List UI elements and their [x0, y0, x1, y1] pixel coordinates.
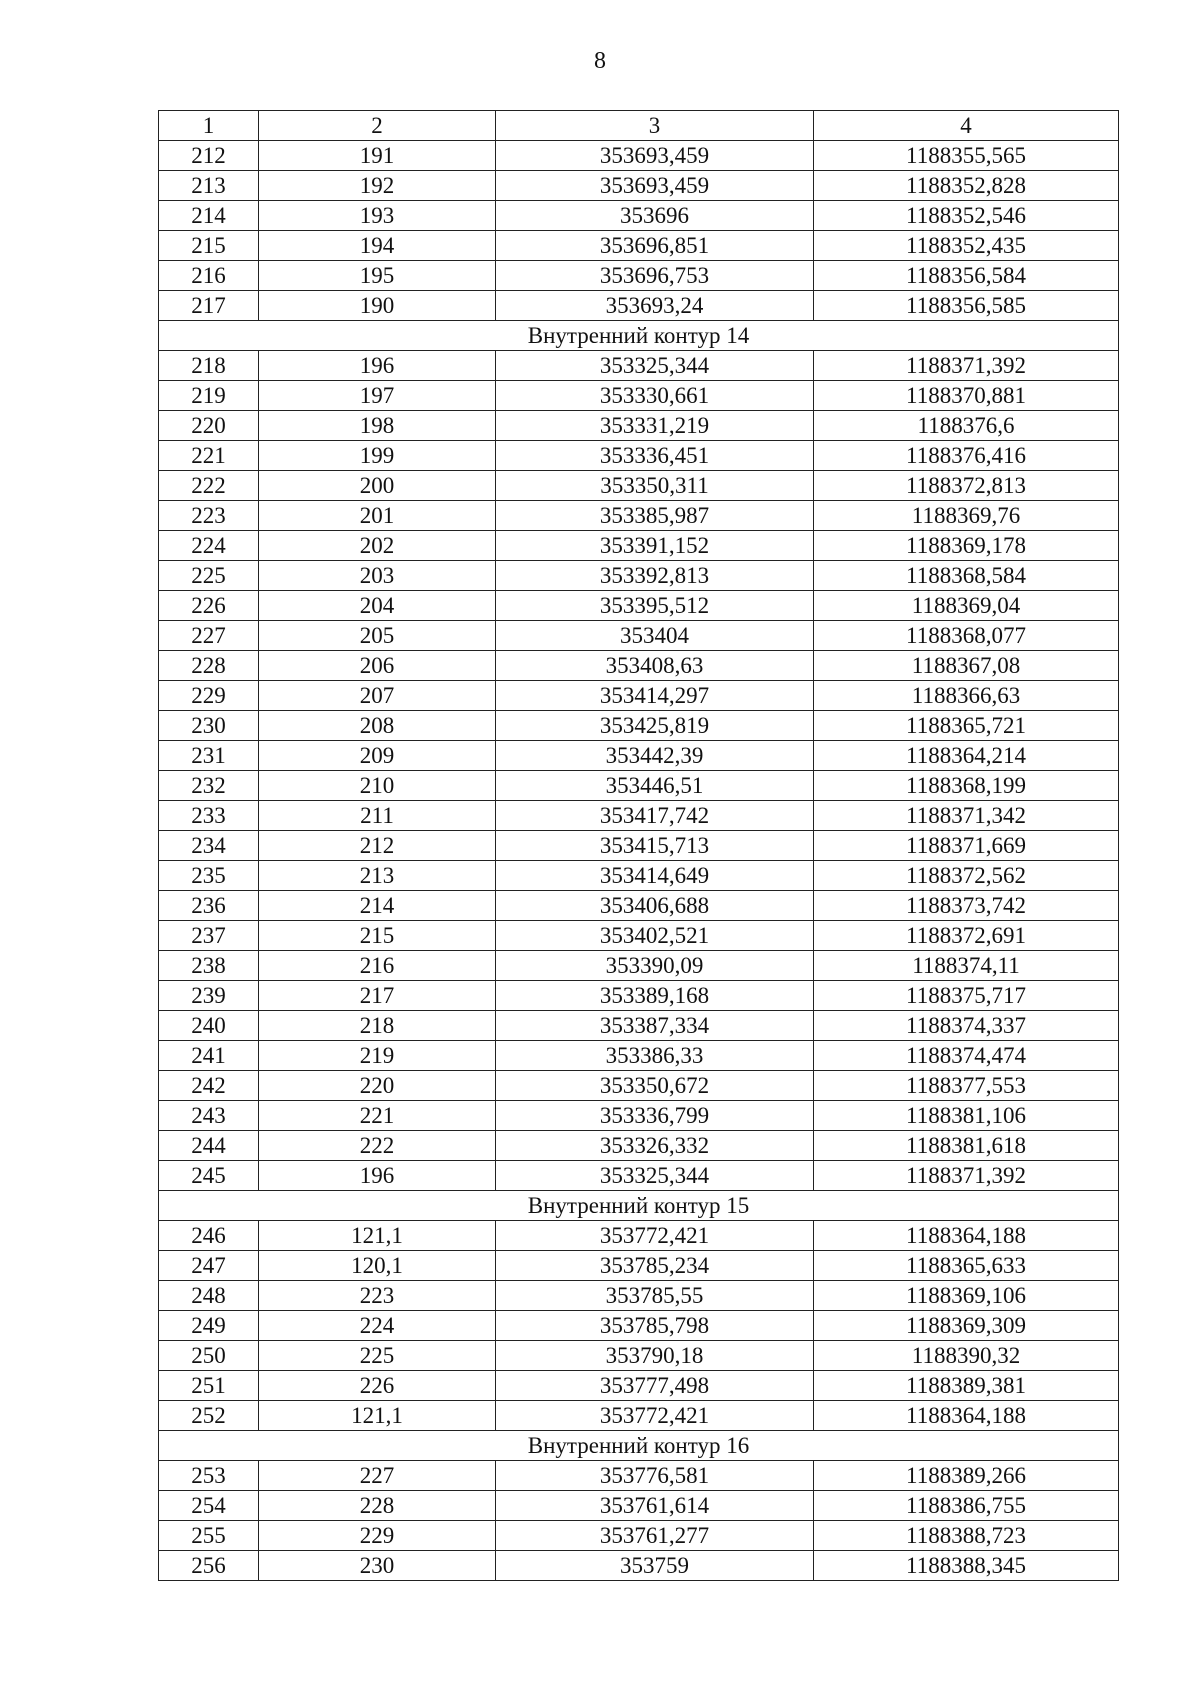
- table-row: [159, 651, 1119, 681]
- table-cell: 230: [259, 1551, 496, 1581]
- table-row: [159, 441, 1119, 471]
- table-cell: 248: [159, 1281, 259, 1311]
- table-cell: 353415,713: [496, 831, 814, 861]
- table-cell: 243: [159, 1101, 259, 1131]
- table-row: [159, 1401, 1119, 1431]
- table-cell: 353414,649: [496, 861, 814, 891]
- table-cell: 353693,24: [496, 291, 814, 321]
- table-cell: 353350,311: [496, 471, 814, 501]
- table-row: [159, 1521, 1119, 1551]
- table-row: [159, 1101, 1119, 1131]
- table-cell: 353761,614: [496, 1491, 814, 1521]
- table-cell: 208: [259, 711, 496, 741]
- table-cell: 1188389,266: [814, 1461, 1119, 1491]
- table-cell: 353417,742: [496, 801, 814, 831]
- table-cell: 234: [159, 831, 259, 861]
- table-cell: 253: [159, 1461, 259, 1491]
- table-cell: 353402,521: [496, 921, 814, 951]
- table-row: [159, 291, 1119, 321]
- table-cell: 211: [259, 801, 496, 831]
- table-row: [159, 771, 1119, 801]
- table-row: [159, 1341, 1119, 1371]
- table-cell: 121,1: [259, 1221, 496, 1251]
- table-cell: 1188386,755: [814, 1491, 1119, 1521]
- table-cell: 216: [259, 951, 496, 981]
- table-cell: 353385,987: [496, 501, 814, 531]
- table-cell: 219: [259, 1041, 496, 1071]
- table-cell: 209: [259, 741, 496, 771]
- table-row: [159, 981, 1119, 1011]
- table-row: [159, 1161, 1119, 1191]
- table-cell: 233: [159, 801, 259, 831]
- table-row: [159, 621, 1119, 651]
- table-cell: 353693,459: [496, 141, 814, 171]
- table-cell: 353414,297: [496, 681, 814, 711]
- table-cell: 1188370,881: [814, 381, 1119, 411]
- table-cell: 236: [159, 891, 259, 921]
- table-cell: 222: [159, 471, 259, 501]
- table-row: [159, 261, 1119, 291]
- table-cell: 232: [159, 771, 259, 801]
- table-cell: 252: [159, 1401, 259, 1431]
- table-cell: 1188356,584: [814, 261, 1119, 291]
- table-row: [159, 141, 1119, 171]
- table-cell: 353759: [496, 1551, 814, 1581]
- table-cell: 1188372,813: [814, 471, 1119, 501]
- table-cell: 1188352,435: [814, 231, 1119, 261]
- table-cell: 1188369,04: [814, 591, 1119, 621]
- table-row: [159, 381, 1119, 411]
- table-row: [159, 1311, 1119, 1341]
- table-cell: 353696,851: [496, 231, 814, 261]
- table-cell: 1188371,669: [814, 831, 1119, 861]
- table-cell: 242: [159, 1071, 259, 1101]
- table-cell: 353408,63: [496, 651, 814, 681]
- table-cell: 190: [259, 291, 496, 321]
- table-row: [159, 591, 1119, 621]
- table-row: [159, 351, 1119, 381]
- table-cell: 353772,421: [496, 1401, 814, 1431]
- table-cell: 1188367,08: [814, 651, 1119, 681]
- section-title: Внутренний контур 16: [159, 1431, 1119, 1461]
- table-cell: 244: [159, 1131, 259, 1161]
- table-cell: 196: [259, 1161, 496, 1191]
- table-cell: 229: [259, 1521, 496, 1551]
- table-cell: 353442,39: [496, 741, 814, 771]
- table-cell: 220: [259, 1071, 496, 1101]
- table-cell: 353785,234: [496, 1251, 814, 1281]
- table-cell: 191: [259, 141, 496, 171]
- table-cell: 245: [159, 1161, 259, 1191]
- table-cell: 353392,813: [496, 561, 814, 591]
- table-cell: 218: [159, 351, 259, 381]
- table-cell: 196: [259, 351, 496, 381]
- table-cell: 238: [159, 951, 259, 981]
- table-cell: 223: [159, 501, 259, 531]
- table-cell: 240: [159, 1011, 259, 1041]
- table-cell: 226: [159, 591, 259, 621]
- table-cell: 1188374,337: [814, 1011, 1119, 1041]
- table-cell: 353386,33: [496, 1041, 814, 1071]
- table-cell: 192: [259, 171, 496, 201]
- table-cell: 353425,819: [496, 711, 814, 741]
- table-cell: 200: [259, 471, 496, 501]
- table-cell: 1188381,106: [814, 1101, 1119, 1131]
- table-cell: 353693,459: [496, 171, 814, 201]
- table-cell: 227: [259, 1461, 496, 1491]
- table-cell: 1188375,717: [814, 981, 1119, 1011]
- table-cell: 353777,498: [496, 1371, 814, 1401]
- table-cell: 206: [259, 651, 496, 681]
- table-cell: 353336,451: [496, 441, 814, 471]
- table-cell: 255: [159, 1521, 259, 1551]
- page-number: 8: [594, 48, 606, 74]
- table-row: [159, 741, 1119, 771]
- table-cell: 1188355,565: [814, 141, 1119, 171]
- table-cell: 353336,799: [496, 1101, 814, 1131]
- table-cell: 198: [259, 411, 496, 441]
- table-cell: 1188381,618: [814, 1131, 1119, 1161]
- table-row: [159, 711, 1119, 741]
- table-cell: 353395,512: [496, 591, 814, 621]
- table-row: [159, 171, 1119, 201]
- table-cell: 237: [159, 921, 259, 951]
- table-cell: 199: [259, 441, 496, 471]
- table-cell: 220: [159, 411, 259, 441]
- table-row: [159, 501, 1119, 531]
- table-cell: 353696: [496, 201, 814, 231]
- table-cell: 212: [259, 831, 496, 861]
- table-cell: 224: [159, 531, 259, 561]
- table-row: [159, 921, 1119, 951]
- table-cell: 353325,344: [496, 1161, 814, 1191]
- table-cell: 1188376,6: [814, 411, 1119, 441]
- table-cell: 353331,219: [496, 411, 814, 441]
- table-cell: 197: [259, 381, 496, 411]
- table-cell: 1188368,199: [814, 771, 1119, 801]
- table-cell: 246: [159, 1221, 259, 1251]
- table-cell: 221: [259, 1101, 496, 1131]
- table-cell: 1188356,585: [814, 291, 1119, 321]
- table-cell: 1188372,562: [814, 861, 1119, 891]
- table-cell: 353785,55: [496, 1281, 814, 1311]
- table-cell: 1188352,546: [814, 201, 1119, 231]
- table-cell: 1188374,11: [814, 951, 1119, 981]
- table-row: [159, 411, 1119, 441]
- table-cell: 225: [159, 561, 259, 591]
- table-cell: 225: [259, 1341, 496, 1371]
- table-row: [159, 1371, 1119, 1401]
- table-cell: 204: [259, 591, 496, 621]
- table-cell: 250: [159, 1341, 259, 1371]
- table-cell: 1188372,691: [814, 921, 1119, 951]
- section-title: Внутренний контур 14: [159, 321, 1119, 351]
- table-cell: 1188376,416: [814, 441, 1119, 471]
- table-cell: 1188377,553: [814, 1071, 1119, 1101]
- table-cell: 1188365,721: [814, 711, 1119, 741]
- table-cell: 353761,277: [496, 1521, 814, 1551]
- table-cell: 1188388,723: [814, 1521, 1119, 1551]
- table-cell: 210: [259, 771, 496, 801]
- table-row: [159, 1041, 1119, 1071]
- table-cell: 193: [259, 201, 496, 231]
- table-cell: 216: [159, 261, 259, 291]
- table-row: [159, 1131, 1119, 1161]
- table-cell: 1188364,188: [814, 1401, 1119, 1431]
- table-cell: 214: [259, 891, 496, 921]
- table-cell: 212: [159, 141, 259, 171]
- table-cell: 213: [159, 171, 259, 201]
- table-cell: 224: [259, 1311, 496, 1341]
- table-cell: 353350,672: [496, 1071, 814, 1101]
- table-cell: 1188352,828: [814, 171, 1119, 201]
- table-cell: 217: [159, 291, 259, 321]
- table-cell: 353391,152: [496, 531, 814, 561]
- table-row: [159, 201, 1119, 231]
- table-cell: 228: [259, 1491, 496, 1521]
- table-cell: 353387,334: [496, 1011, 814, 1041]
- table-cell: 1188364,214: [814, 741, 1119, 771]
- table-cell: 120,1: [259, 1251, 496, 1281]
- table-cell: 353389,168: [496, 981, 814, 1011]
- table-cell: 251: [159, 1371, 259, 1401]
- table-cell: 1188371,342: [814, 801, 1119, 831]
- table-cell: 215: [159, 231, 259, 261]
- table-row: [159, 231, 1119, 261]
- table-cell: 1188364,188: [814, 1221, 1119, 1251]
- table-cell: 353390,09: [496, 951, 814, 981]
- table-cell: 223: [259, 1281, 496, 1311]
- table-cell: 214: [159, 201, 259, 231]
- coordinates-table: [158, 110, 1119, 1581]
- header-cell: 1: [159, 111, 259, 141]
- table-cell: 207: [259, 681, 496, 711]
- table-cell: 226: [259, 1371, 496, 1401]
- section-header-row: [159, 1431, 1119, 1461]
- table-cell: 205: [259, 621, 496, 651]
- table-cell: 1188388,345: [814, 1551, 1119, 1581]
- table-cell: 1188365,633: [814, 1251, 1119, 1281]
- section-header-row: [159, 1191, 1119, 1221]
- table-cell: 121,1: [259, 1401, 496, 1431]
- table-cell: 353696,753: [496, 261, 814, 291]
- table-cell: 353406,688: [496, 891, 814, 921]
- table-cell: 1188366,63: [814, 681, 1119, 711]
- table-cell: 229: [159, 681, 259, 711]
- table-cell: 249: [159, 1311, 259, 1341]
- table-row: [159, 681, 1119, 711]
- table-cell: 239: [159, 981, 259, 1011]
- table-cell: 235: [159, 861, 259, 891]
- table-cell: 230: [159, 711, 259, 741]
- table-cell: 353325,344: [496, 351, 814, 381]
- table-row: [159, 1011, 1119, 1041]
- table-cell: 201: [259, 501, 496, 531]
- table-cell: 1188369,106: [814, 1281, 1119, 1311]
- table-cell: 1188371,392: [814, 1161, 1119, 1191]
- coordinates-table-body: [159, 111, 1119, 1581]
- table-cell: 1188389,381: [814, 1371, 1119, 1401]
- table-cell: 228: [159, 651, 259, 681]
- table-row: [159, 561, 1119, 591]
- table-row: [159, 531, 1119, 561]
- table-cell: 203: [259, 561, 496, 591]
- table-row: [159, 1281, 1119, 1311]
- header-cell: 2: [259, 111, 496, 141]
- table-cell: 353790,18: [496, 1341, 814, 1371]
- table-row: [159, 1221, 1119, 1251]
- table-row: [159, 1491, 1119, 1521]
- table-row: [159, 1461, 1119, 1491]
- table-cell: 231: [159, 741, 259, 771]
- table-cell: 353326,332: [496, 1131, 814, 1161]
- table-cell: 1188374,474: [814, 1041, 1119, 1071]
- table-cell: 353446,51: [496, 771, 814, 801]
- table-row: [159, 951, 1119, 981]
- table-cell: 1188373,742: [814, 891, 1119, 921]
- table-cell: 1188369,309: [814, 1311, 1119, 1341]
- table-cell: 353404: [496, 621, 814, 651]
- header-cell: 3: [496, 111, 814, 141]
- table-cell: 1188369,76: [814, 501, 1119, 531]
- table-row: [159, 861, 1119, 891]
- table-row: [159, 471, 1119, 501]
- table-cell: 218: [259, 1011, 496, 1041]
- table-cell: 1188368,077: [814, 621, 1119, 651]
- table-cell: 1188368,584: [814, 561, 1119, 591]
- table-row: [159, 801, 1119, 831]
- table-cell: 256: [159, 1551, 259, 1581]
- table-cell: 241: [159, 1041, 259, 1071]
- table-cell: 1188371,392: [814, 351, 1119, 381]
- table-row: [159, 831, 1119, 861]
- table-cell: 247: [159, 1251, 259, 1281]
- table-row: [159, 891, 1119, 921]
- table-cell: 215: [259, 921, 496, 951]
- table-row: [159, 1551, 1119, 1581]
- table-row: [159, 1251, 1119, 1281]
- table-cell: 254: [159, 1491, 259, 1521]
- table-cell: 217: [259, 981, 496, 1011]
- table-cell: 1188390,32: [814, 1341, 1119, 1371]
- table-cell: 213: [259, 861, 496, 891]
- table-cell: 194: [259, 231, 496, 261]
- table-cell: 353785,798: [496, 1311, 814, 1341]
- section-title: Внутренний контур 15: [159, 1191, 1119, 1221]
- table-cell: 222: [259, 1131, 496, 1161]
- table-cell: 353772,421: [496, 1221, 814, 1251]
- header-cell: 4: [814, 111, 1119, 141]
- table-cell: 353776,581: [496, 1461, 814, 1491]
- header-row: [159, 111, 1119, 141]
- table-cell: 227: [159, 621, 259, 651]
- table-cell: 202: [259, 531, 496, 561]
- table-cell: 221: [159, 441, 259, 471]
- table-cell: 195: [259, 261, 496, 291]
- table-cell: 1188369,178: [814, 531, 1119, 561]
- section-header-row: [159, 321, 1119, 351]
- table-cell: 353330,661: [496, 381, 814, 411]
- table-cell: 219: [159, 381, 259, 411]
- table-row: [159, 1071, 1119, 1101]
